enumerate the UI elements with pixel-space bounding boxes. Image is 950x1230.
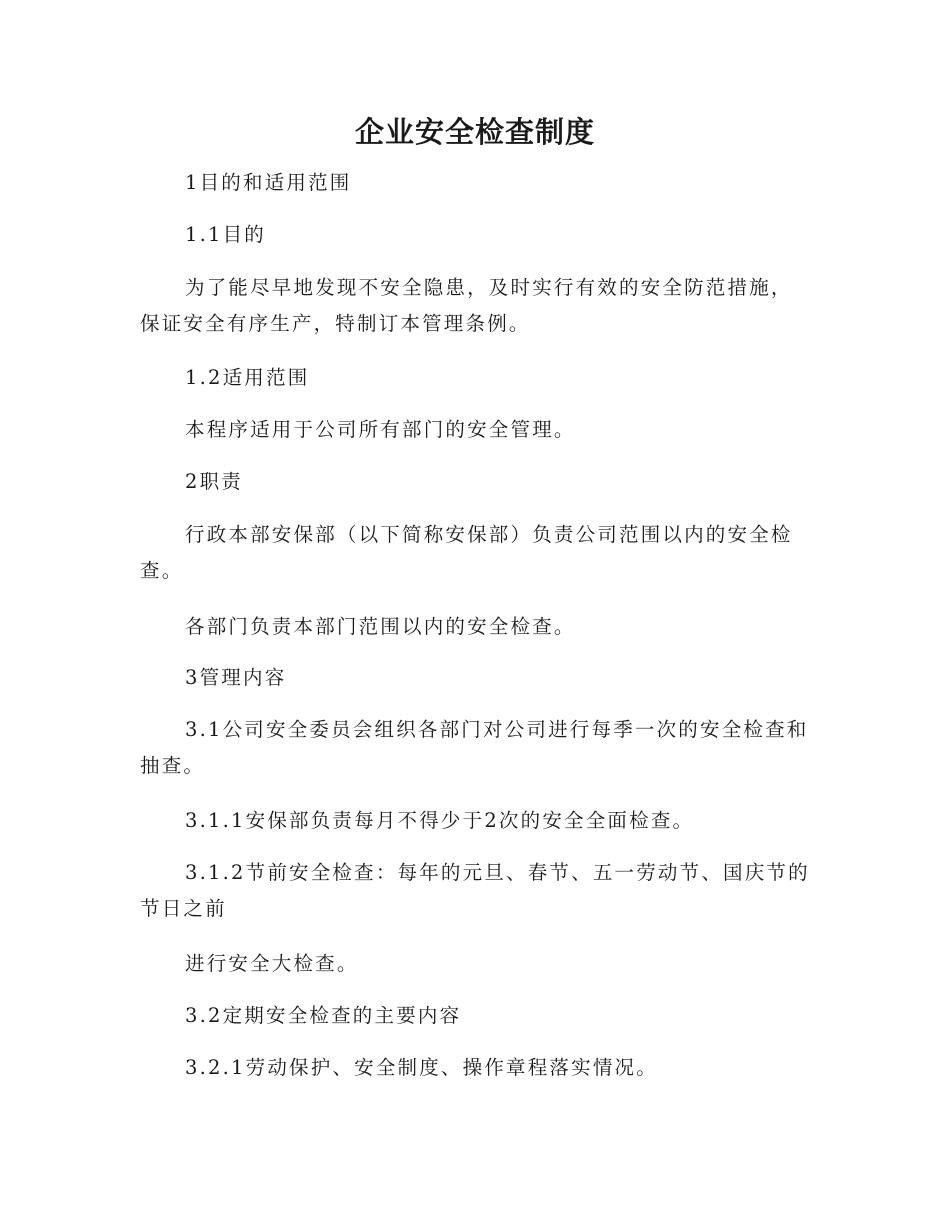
- paragraph-line: 1.1目的: [185, 223, 267, 246]
- paragraph-line: 查。: [140, 559, 184, 582]
- paragraph-line: 3.1.2节前安全检查：每年的元旦、春节、五一劳动节、国庆节的: [185, 861, 810, 884]
- paragraph-section-3-1-2: [140, 855, 812, 927]
- paragraph-line: 3.1公司安全委员会组织各部门对公司进行每季一次的安全检查和: [185, 718, 809, 741]
- paragraph-section-3-2-heading: [140, 998, 812, 1034]
- paragraph-section-1-heading: [140, 165, 812, 201]
- paragraph-line: 3.1.1安保部负责每月不得少于2次的安全全面检查。: [185, 809, 695, 832]
- paragraph-duty-security-dept: [140, 517, 812, 589]
- paragraph-line: 本程序适用于公司所有部门的安全管理。: [185, 418, 576, 441]
- paragraph-purpose-text: [140, 270, 812, 342]
- paragraph-holiday-inspection: [140, 946, 812, 982]
- paragraph-line: 为了能尽早地发现不安全隐患，及时实行有效的安全防范措施，: [185, 276, 793, 299]
- paragraph-section-1-1-heading: [140, 217, 812, 253]
- paragraph-line: 3管理内容: [185, 666, 287, 689]
- paragraph-line: 3.2.1劳动保护、安全制度、操作章程落实情况。: [185, 1056, 658, 1079]
- paragraph-section-3-1: [140, 712, 812, 784]
- paragraph-line: 2职责: [185, 470, 244, 493]
- paragraph-section-1-2-heading: [140, 360, 812, 396]
- paragraph-line: 行政本部安保部（以下简称安保部）负责公司范围以内的安全检: [185, 523, 793, 546]
- paragraph-line: 保证安全有序生产，特制订本管理条例。: [140, 312, 531, 335]
- paragraph-line: 3.2定期安全检查的主要内容: [185, 1004, 462, 1027]
- paragraph-line: 1.2适用范围: [185, 366, 310, 389]
- paragraph-line: 各部门负责本部门范围以内的安全检查。: [185, 615, 576, 638]
- paragraph-scope-text: [140, 412, 812, 448]
- paragraph-section-2-heading: [140, 464, 812, 500]
- paragraph-line: 抽查。: [140, 754, 206, 777]
- paragraph-line: 节日之前: [140, 897, 227, 920]
- paragraph-section-3-heading: [140, 660, 812, 696]
- document-title: 企业安全检查制度: [354, 115, 595, 149]
- paragraph-section-3-2-1: [140, 1050, 812, 1086]
- paragraph-line: 进行安全大检查。: [185, 952, 359, 975]
- paragraph-section-3-1-1: [140, 803, 812, 839]
- paragraph-line: 1目的和适用范围: [185, 171, 352, 194]
- paragraph-duty-departments: [140, 609, 812, 645]
